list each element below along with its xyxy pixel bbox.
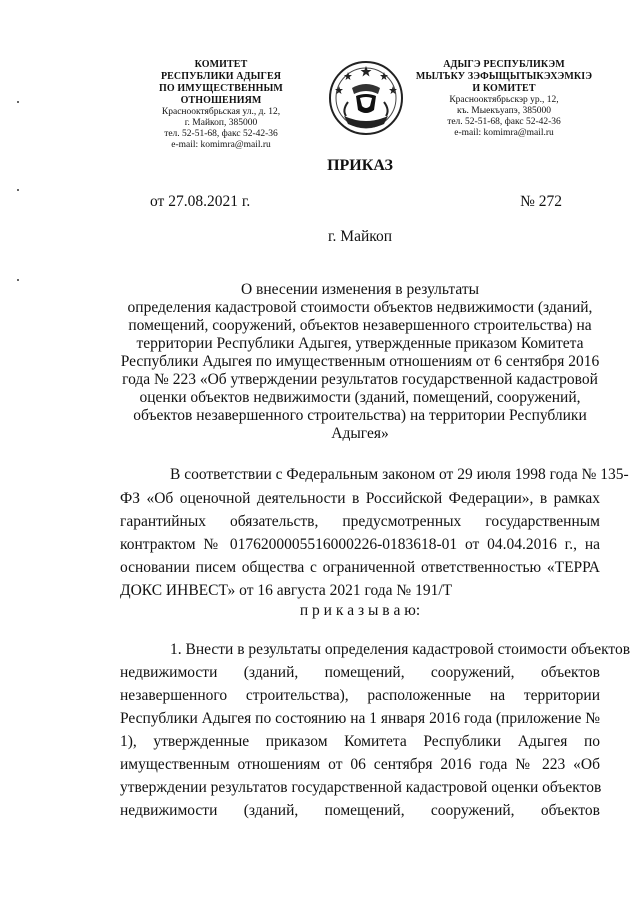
title-line: помещений, сооружений, объектов незавершенного строительства) на <box>128 317 592 334</box>
header-right-line3: И КОМИТЕТ <box>472 83 536 94</box>
header-right-line2: МЫЛЪКУ ЗЭФЫЩЫТЫКЭХЭМКIЭ <box>415 71 593 82</box>
header-left <box>120 59 322 151</box>
header-right-line1: АДЫГЭ РЕСПУБЛИКЭМ <box>443 59 565 70</box>
scan-mark <box>17 279 19 281</box>
scan-mark <box>17 101 19 103</box>
header-right-phone: тел. 52-51-68, факс 52-42-36 <box>447 117 561 127</box>
header-left-phone: тел. 52-51-68, факс 52-42-36 <box>164 129 278 139</box>
document-type: ПРИКАЗ <box>327 157 393 174</box>
header-right-email: e-mail: komimra@mail.ru <box>454 128 554 138</box>
title-line: определения кадастровой стоимости объектов недвижимости (зданий, <box>127 299 593 316</box>
title-line: О внесении изменения в результаты <box>240 281 480 298</box>
document-city: г. Майкоп <box>327 228 393 245</box>
header-left-line1: КОМИТЕТ <box>194 59 248 70</box>
paragraph-line: 1. Внести в результаты определения кадастровой стоимости объектов <box>170 641 631 658</box>
document-number: № 272 <box>520 193 562 210</box>
header-left-email: e-mail: komimra@mail.ru <box>171 140 271 150</box>
paragraph-line: Республики Адыгея по состоянию на 1 января 2016 года (приложение № <box>120 710 600 727</box>
paragraph-line: ДОКС ИНВЕСТ» от 16 августа 2021 года № 191/Т <box>120 582 453 599</box>
header-right-address: Краснооктябрьскэр ур., 12, <box>449 95 559 105</box>
title-line: Адыгея» <box>331 425 389 442</box>
header-left-city: г. Майкоп, 385000 <box>184 118 258 128</box>
document-date: от 27.08.2021 г. <box>150 193 251 210</box>
title-line: территории Республики Адыгея, утвержденные приказом Комитета <box>136 335 584 352</box>
paragraph-line: В соответствии с Федеральным законом от 29 июля 1998 года № 135- <box>170 466 629 483</box>
paragraph-line: 1), утвержденные приказом Комитета Республики Адыгея по <box>120 733 600 750</box>
header-left-line2: РЕСПУБЛИКИ АДЫГЕЯ <box>160 71 282 82</box>
scan-mark <box>17 189 19 191</box>
paragraph-line: ФЗ «Об оценочной деятельности в Российской Федерации», в рамках <box>120 490 600 507</box>
coat-of-arms-emblem <box>326 58 406 138</box>
paragraph-line: недвижимости (зданий, помещений, сооружений, объектов <box>120 664 600 681</box>
header-left-address: Краснооктябрьская ул., д. 12, <box>161 107 281 117</box>
title-line: года № 223 «Об утверждении результатов государственной кадастровой <box>122 371 598 388</box>
paragraph-line: недвижимости (зданий, помещений, сооружений, объектов <box>120 802 600 819</box>
paragraph-line: контрактом № 0176200005516000226-0183618-01 от 04.04.2016 г., на <box>120 536 600 553</box>
order-word: п р и к а з ы в а ю: <box>299 602 421 619</box>
header-right <box>408 59 600 139</box>
header-right-city: къ. Мыекъуапэ, 385000 <box>457 106 551 116</box>
header-left-line3: ПО ИМУЩЕСТВЕННЫМ ОТНОШЕНИЯМ <box>159 83 283 106</box>
paragraph-line: утверждении результатов государственной кадастровой оценки объектов <box>120 779 602 796</box>
title-line: оценки объектов недвижимости (зданий, помещений, сооружений, <box>139 389 581 406</box>
title-line: объектов незавершенного строительства) на территории Республики <box>133 407 587 424</box>
paragraph-line: гарантийных обязательств, предусмотренных государственным <box>120 513 600 530</box>
paragraph-line: основании писем общества с ограниченной ответственностью «ТЕРРА <box>120 559 600 576</box>
paragraph-line: незавершенного строительства), расположенные на территории <box>120 687 600 704</box>
paragraph-line: имущественным отношениям от 06 сентября 2016 года № 223 «Об <box>120 756 600 773</box>
title-line: Республики Адыгея по имущественным отношениям от 6 сентября 2016 <box>120 353 600 370</box>
